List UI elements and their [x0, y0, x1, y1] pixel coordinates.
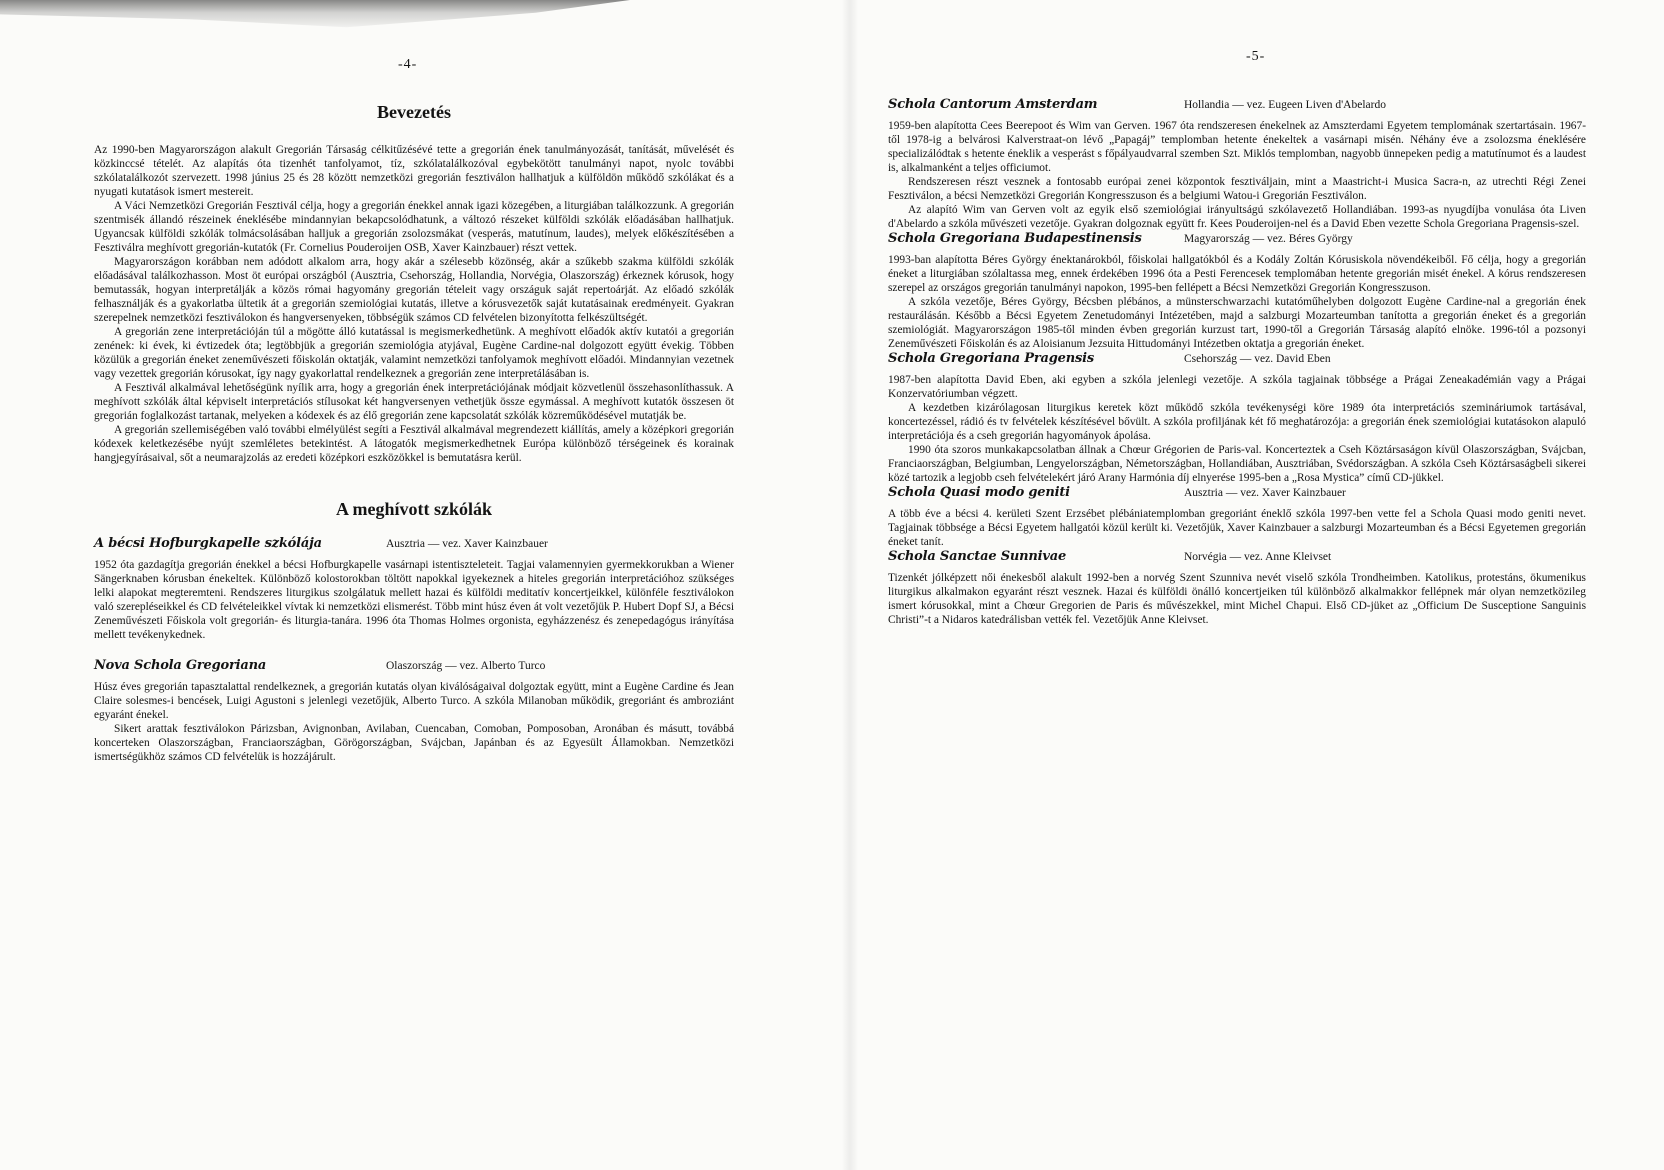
section-title: A meghívott szkólák: [335, 499, 492, 519]
right-page: [850, 0, 1664, 1170]
choir-header: [94, 658, 734, 673]
choir-meta: Hollandia — vez. Eugeen Liven d'Abelardo: [1184, 99, 1386, 111]
choir-paragraph: 1952 óta gazdagítja gregorián énekkel a bécsi Hofburgkapelle vasárnapi istentiszteleteit. Tagjai valamennyien gyermekkorukban a Wiener Sängerknaben kórusban énekeltek. Különböző kolostorokban töltött napokkal igyekeznek a hiteles gregorián interpretációhoz szükséges lelki alapokat megteremteni. Rendszeres liturgikus szolgálatuk mellett hazai és külföldi meditatív koncertjeikkel, különféle fesztiválokon való szerepléseikkel és CD felvételeikkel vívtak ki nemzetközi elismerést. Több mint húsz éven át volt vezetőjük P. Hubert Dopf SJ, a Bécsi Zeneművészeti Főiskola volt gregorián- és liturgia-tanára. 1996 óta Thomas Holmes orgonista, egyházzenész és zenepedagógus irányítása mellett tevékenykednek.: [94, 559, 734, 641]
choir-name: Schola Gregoriana Pragensis: [888, 351, 1094, 366]
choir-entry: [888, 351, 1586, 485]
intro-paragraph: A gregorián szellemiségében való további elmélyülést segíti a Fesztivál alkalmával megrendezett kiállítás, amely a középkori gregorián kódexek keletkezésébe nyújt szemléletes betekintést. A látogatók megismerkedhetnek Európa különböző térségeinek és korainak hangjegyírásaival, sőt a neumarajzolás az eredeti középkori eszközökkel is bemutatásra kerül.: [94, 424, 734, 464]
choir-name: Schola Quasi modo geniti: [888, 485, 1070, 500]
choir-paragraph: A szkóla vezetője, Béres György, Bécsben plébános, a münsterschwarzachi kutatóműhelyben dolgozott Eugène Cardine-nal a gregorián ének restaurálásán. Később a Bécsi Egyetem Zenetudományi Intézetében, majd a salzburgi Mozarteumban tanította a gregorián éneket és a gregorián szemiológiát. Magyarországon 1985-től minden évben gregorián kurzust tart, 1990-től a Gregorián Társaság alapító elnöke. 1996-tól a pozsonyi Zeneművészeti Főiskolán és az Aloisianum Jezsuita Hittudományi Intézetben oktatja a gregorián éneket.: [888, 296, 1586, 350]
choir-paragraph: Sikert arattak fesztiválokon Párizsban, Avignonban, Avilaban, Cuencaban, Comoban, Pomposoban, Aronában és másutt, továbbá koncerteken Olaszországban, Franciaországban, Görögországban, Svájcban, Japánban és az Egyesült Államokban. Nemzetközi ismertségükhöz számos CD felvételük is hozzájárult.: [94, 723, 734, 763]
choir-paragraph: 1959-ben alapította Cees Beerepoot és Wim van Gerven. 1967 óta rendszeresen énekelnek az Amszterdami Egyetem templomának szertartásain. 1967-től 1978-ig a belvárosi Kalverstraat-on lévő „Papagáj” templomban hetente énekeltek a vasárnapi misén. Néhány éve a zsolozsma éneklésére specializálódtak s hetente éneklik a vesperást s főpályaudvarral szemben Szt. Miklós templomban, nagyobb ünnepeken pedig a matutínumot és a laudest is, alkalmanként a teljes officiumot.: [888, 120, 1586, 174]
page-number: -4-: [398, 57, 418, 72]
choir-entry: [888, 231, 1586, 351]
choir-paragraph: 1987-ben alapította David Eben, aki egyben a szkóla jelenlegi vezetője. A szkóla tagjainak többsége a Prágai Zeneakadémián vagy a Prágai Konzervatóriumban végzett.: [888, 374, 1586, 400]
choir-meta: Csehország — vez. David Eben: [1184, 353, 1331, 365]
choir-entry: [888, 549, 1586, 627]
choir-header: [94, 536, 734, 551]
choir-paragraph: Az alapító Wim van Gerven volt az egyik első szemiológiai irányultságú szkólavezető Hollandiában. 1993-as nyugdíjba vonulása óta Liven d'Abelardo a szkóla művészeti vezetője. Gyakran dolgoznak együtt fr. Kees Pouderoijen-nel és a David Eben vezette Schola Gregoriana Pragensis-szel.: [888, 204, 1586, 230]
choir-entry: [94, 536, 734, 642]
choir-entry: [94, 658, 734, 764]
choir-entry: [888, 97, 1586, 231]
choir-paragraph: Húsz éves gregorián tapasztalattal rendelkeznek, a gregorián kutatás olyan kiválóságaival dolgoztak együtt, mint a Eugène Cardine és Jean Claire solesmes-i bencések, Luigi Agustoni s jelenlegi vezetőjük, Alberto Turco. A szkóla Milanoban működik, gregoriánt és ambroziánt egyaránt énekel.: [94, 681, 734, 721]
choir-meta: Ausztria — vez. Xaver Kainzbauer: [386, 538, 548, 550]
page-number: -5-: [1246, 49, 1266, 64]
intro-paragraph: A Váci Nemzetközi Gregorián Fesztivál célja, hogy a gregorián énekkel annak igazi közegében, a liturgiában találkozzunk. A gregorián szentmisék állandó részeinek éneklésébe mindannyian bekapcsolódhatunk, a változó részeket külföldi szkólák előadásában hallhatjuk. Ugyancsak külföldi szkólák tolmácsolásában halljuk a gregorián zsolozsmákat (vesperás, matutínum, laudes), melyek előkészítésében a Fesztiválra meghívott gregorián-kutatók (Fr. Cornelius Pouderoijen OSB, Xaver Kainzbauer) részt vettek.: [94, 200, 734, 254]
intro-paragraph: A gregorián zene interpretációján túl a mögötte álló kutatással is megismerkedhetünk. A meghívott előadók aktív kutatói a gregorián zenének: ki évek, ki évtizedek óta; legtöbbjük a gregorián szemiológia atyjával, Eugène Cardine-nal dolgozott együtt évekig. Többen közülük a gregorián éneket zeneművészeti főiskolán oktatják, valamint nemzetközi tanfolyamok meghívott előadói. Mindannyian vezetnek vagy vezettek gregorián kórusokat, így nagy gyakorlattal rendelkeznek a gregorián zene interpretálásában is.: [94, 326, 734, 380]
choir-header: [888, 351, 1586, 366]
intro-paragraph: A Fesztivál alkalmával lehetőségünk nyílik arra, hogy a gregorián ének interpretációjának módjait közvetlenül összehasonlíthassuk. A meghívott szkólák által képviselt interpretációs stílusokat két hangversenyen vethetjük össze egymással. A meghívott kutatók összesen öt gregorián foglalkozást tartanak, melyeken a kódexek és az élő gregorián zene kapcsolatát szkólák közreműködésével mutatják be.: [94, 382, 734, 422]
choir-header: [888, 485, 1586, 500]
choir-meta: Olaszország — vez. Alberto Turco: [386, 660, 546, 672]
intro-body: [94, 143, 734, 465]
choir-paragraph: 1990 óta szoros munkakapcsolatban állnak a Chœur Grégorien de Paris-val. Koncerteztek a Cseh Köztársaságon kívül Olaszországban, Svájcban, Franciaországban, Belgiumban, Lengyelországban, Németországban, Hollandiában, Ausztriában, Svédországban. A szkóla Cseh Köztársaságbeli sikerei közé tartozik a legjobb cseh felvételekért járó Arany Harmónia díj elnyerése 1995-ben a „Rosa Mystica” című CD-jükkel.: [888, 444, 1586, 484]
choir-meta: Ausztria — vez. Xaver Kainzbauer: [1184, 487, 1346, 499]
choir-meta: Magyarország — vez. Béres György: [1184, 233, 1353, 245]
intro-paragraph: Az 1990-ben Magyarországon alakult Gregorián Társaság célkitűzésévé tette a gregorián ének tanulmányozását, tanítását, művelését és közkinccsé tételét. Az alapítás óta tizenhét tanfolyamot, tíz, szkólatalálkozóval egybekötött tanulmányi napot, nyolc további szkólatalálkozót szervezett. 1998 június 25 és 28 között nemzetközi gregorián fesztiválon hallhatjuk a külföldön működő szkólákat és a nyugati kutatások ismert mestereit.: [94, 144, 734, 198]
choir-paragraph: Tizenkét jólképzett női énekesből alakult 1992-ben a norvég Szent Szunniva nevét viselő szkóla Trondheimben. Katolikus, protestáns, ökumenikus liturgikus alkalmakon egyaránt részt vesznek. Hazai és külföldi önálló koncertjeiken túl különböző alkalmakkor fellépnek már olyan nemzetközileg ismert kórusokkal, mint a Chœur Gregorien de Paris és művészekkel, mint Michel Chapui. Első CD-jüket az „Officium De Susceptione Sanguinis Christi”-t a Nidaros katedrálisban vették fel. Vezetőjük Anne Kleivset.: [888, 572, 1586, 626]
choir-paragraph: A kezdetben kizárólagosan liturgikus keretek közt működő szkóla tevékenységi köre 1989 óta interpretációs szemináriumok tartásával, koncertezéssel, rádió és tv felvételek készítésével bővült. A szkóla profiljának két fő meghatározója: a gregorián ének szemiológiai kutatásokon alapuló interpretációja és a cseh gregorián hagyományok ápolása.: [888, 402, 1586, 442]
choir-name: A bécsi Hofburgkapelle szkólája: [94, 536, 322, 551]
choir-name: Schola Sanctae Sunnivae: [888, 549, 1067, 564]
intro-title: Bevezetés: [377, 102, 451, 122]
choir-name: Schola Cantorum Amsterdam: [888, 97, 1098, 112]
choir-header: [888, 231, 1586, 246]
choir-paragraph: Rendszeresen részt vesznek a fontosabb európai zenei központok fesztiváljain, mint a Maastricht-i Musica Sacra-n, az utrechti Régi Zenei Fesztiválon, a bécsi Nemzetközi Gregorián Kongresszuson és a belgiumi Watou-i Gregorián Fesztiválon.: [888, 176, 1586, 202]
choir-name: Nova Schola Gregoriana: [94, 658, 267, 673]
choir-paragraph: 1993-ban alapította Béres György énektanárokból, főiskolai hallgatókból és a Kodály Zoltán Kórusiskola növendékeiből. Fő célja, hogy a gregorián éneket a liturgiában szólaltassa meg, ennek érdekében 1996 óta a Pesti Ferencesek templomában hetente gregorián misét énekel. A kórus rendszeresen szerepel az országos gregorián tanulmányi napokon, 1995-ben fellépett a Bécsi Nemzetközi Gregorián Kongresszuson.: [888, 254, 1586, 294]
choir-header: [888, 97, 1586, 112]
choir-meta: Norvégia — vez. Anne Kleivset: [1184, 551, 1332, 563]
choir-paragraph: A több éve a bécsi 4. kerületi Szent Erzsébet plébániatemplomban gregoriánt éneklő szkóla 1997-ben vette fel a Schola Quasi modo geniti nevet. Tagjainak többsége a Bécsi Egyetem hallgatói közül került ki. Vezetőjük, Xaver Kainzbauer a salzburgi Mozarteumban és a Bécsi Egyetemen gregorián éneket tanít.: [888, 508, 1586, 548]
choir-name: Schola Gregoriana Budapestinensis: [888, 231, 1142, 246]
choir-entry: [888, 485, 1586, 549]
choir-header: [888, 549, 1586, 564]
intro-paragraph: Magyarországon korábban nem adódott alkalom arra, hogy akár a szélesebb közönség, akár a szűkebb szakma külföldi szkólák előadásával találkozhasson. Most öt európai országból (Ausztria, Csehország, Hollandia, Norvégia, Olaszország) érkeznek kórusok, hogy bemutassák, hogyan interpretálják a közös római hagyomány gregorián tételeit vagy országuk saját repertoárját. Az előadó szkólák felhasználják és a gyakorlatba ültetik át a gregorián szemiológiai kutatás, illetve a kórusvezetők saját kutatásainak eredményeit. Gyakran szerepelnek nemzetközi fesztiválokon és hangversenyeken, többségük számos CD felvételen bizonyította felkészültségét.: [94, 256, 734, 324]
right-column: [888, 97, 1586, 627]
left-column: [94, 102, 734, 764]
